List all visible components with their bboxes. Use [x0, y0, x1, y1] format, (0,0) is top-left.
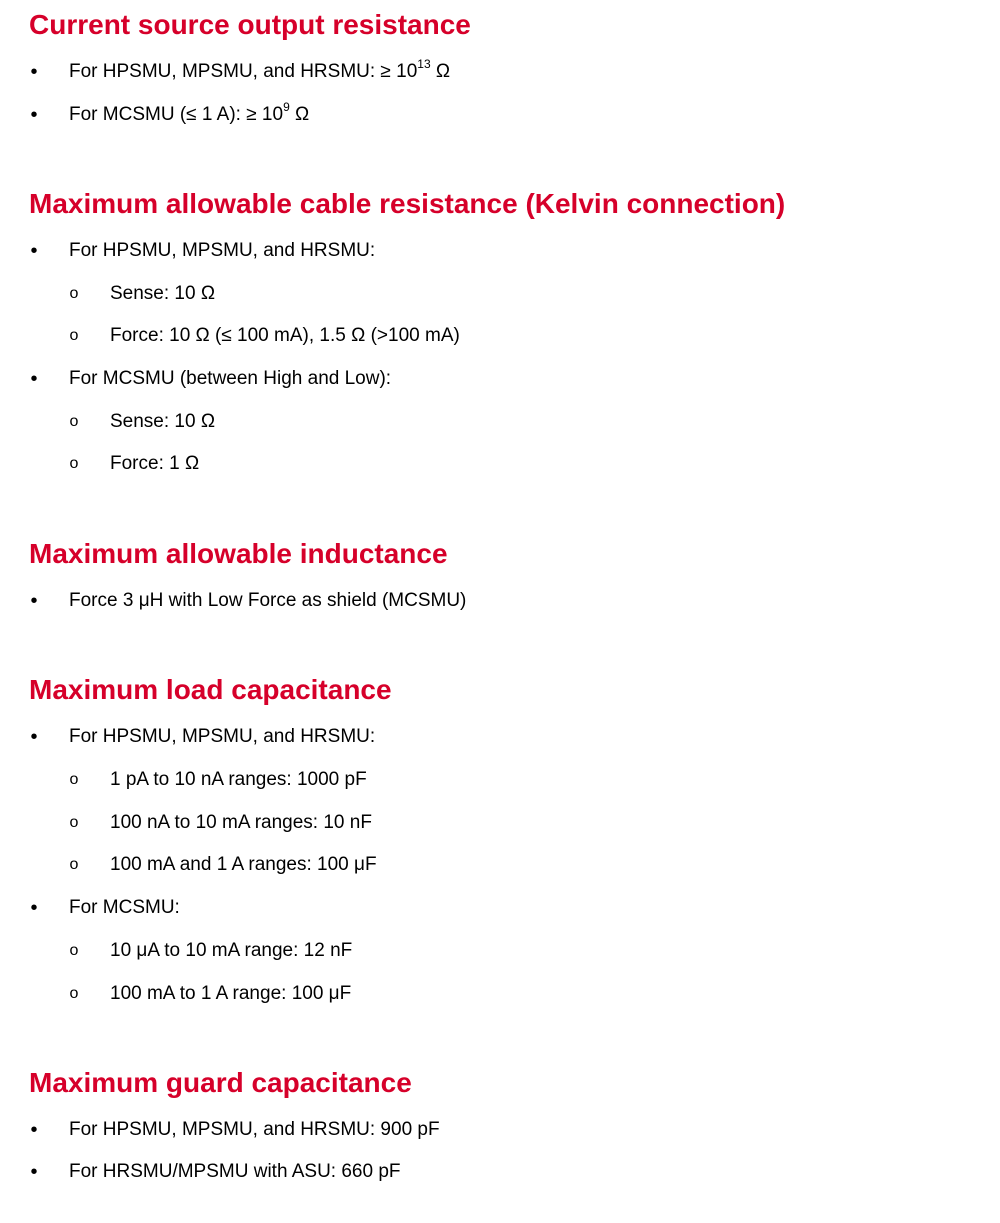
bullet-marker: • [30, 590, 38, 612]
section-heading-output-resistance: Current source output resistance [29, 9, 471, 40]
sub-list-item-text: Force: 10 Ω (≤ 100 mA), 1.5 Ω (>100 mA) [110, 325, 460, 346]
sub-list-item-text: Force: 1 Ω [110, 453, 200, 474]
exponent: 13 [417, 56, 431, 71]
sub-bullet-marker: o [69, 942, 79, 959]
sub-list-item-text: 100 nA to 10 mA ranges: 10 nF [110, 812, 372, 833]
section-heading-load-capacitance: Maximum load capacitance [29, 674, 392, 705]
sub-list-item-text: 10 μA to 10 mA range: 12 nF [110, 940, 353, 961]
bullet-marker: • [30, 104, 38, 126]
bullet-marker: • [30, 1161, 38, 1183]
list-item-text: For HPSMU, MPSMU, and HRSMU: [69, 240, 376, 261]
list-item-text: For MCSMU: [69, 897, 180, 918]
list-item-text: For MCSMU (≤ 1 A): ≥ $10^9$ Ω [69, 99, 310, 125]
list-item-text: For MCSMU (between High and Low): [69, 368, 392, 389]
bullet-marker: • [30, 61, 38, 83]
list-item-text: For HPSMU, MPSMU, and HRSMU: 900 pF [69, 1119, 440, 1140]
sub-bullet-marker: o [69, 285, 79, 302]
bullet-marker: • [30, 368, 38, 390]
list-item-text: For HRSMU/MPSMU with ASU: 660 pF [69, 1161, 401, 1182]
list-item-text: For HPSMU, MPSMU, and HRSMU: [69, 726, 376, 747]
bullet-marker: • [30, 897, 38, 919]
sub-bullet-marker: o [69, 814, 79, 831]
section-heading-cable-resistance: Maximum allowable cable resistance (Kelvin connection) [29, 188, 786, 219]
sub-bullet-marker: o [69, 985, 79, 1002]
list-item-text: Force 3 μH with Low Force as shield (MCSMU) [69, 590, 467, 611]
sub-bullet-marker: o [69, 455, 79, 472]
sub-bullet-marker: o [69, 327, 79, 344]
exponent: 9 [283, 99, 290, 114]
bullet-marker: • [30, 240, 38, 262]
sub-list-item-text: 100 mA to 1 A range: 100 μF [110, 983, 352, 1004]
sub-list-item-text: 100 mA and 1 A ranges: 100 μF [110, 854, 377, 875]
sub-bullet-marker: o [69, 413, 79, 430]
sub-bullet-marker: o [69, 856, 79, 873]
bullet-marker: • [30, 1119, 38, 1141]
sub-list-item-text: 1 pA to 10 nA ranges: 1000 pF [110, 769, 367, 790]
section-heading-guard-capacitance: Maximum guard capacitance [29, 1067, 412, 1098]
section-heading-inductance: Maximum allowable inductance [29, 538, 448, 569]
sub-bullet-marker: o [69, 771, 79, 788]
sub-list-item-text: Sense: 10 Ω [110, 411, 216, 432]
list-item-text: For HPSMU, MPSMU, and HRSMU: ≥ $10^{13}$ Ω [69, 56, 451, 82]
sub-list-item-text: Sense: 10 Ω [110, 283, 216, 304]
bullet-marker: • [30, 726, 38, 748]
